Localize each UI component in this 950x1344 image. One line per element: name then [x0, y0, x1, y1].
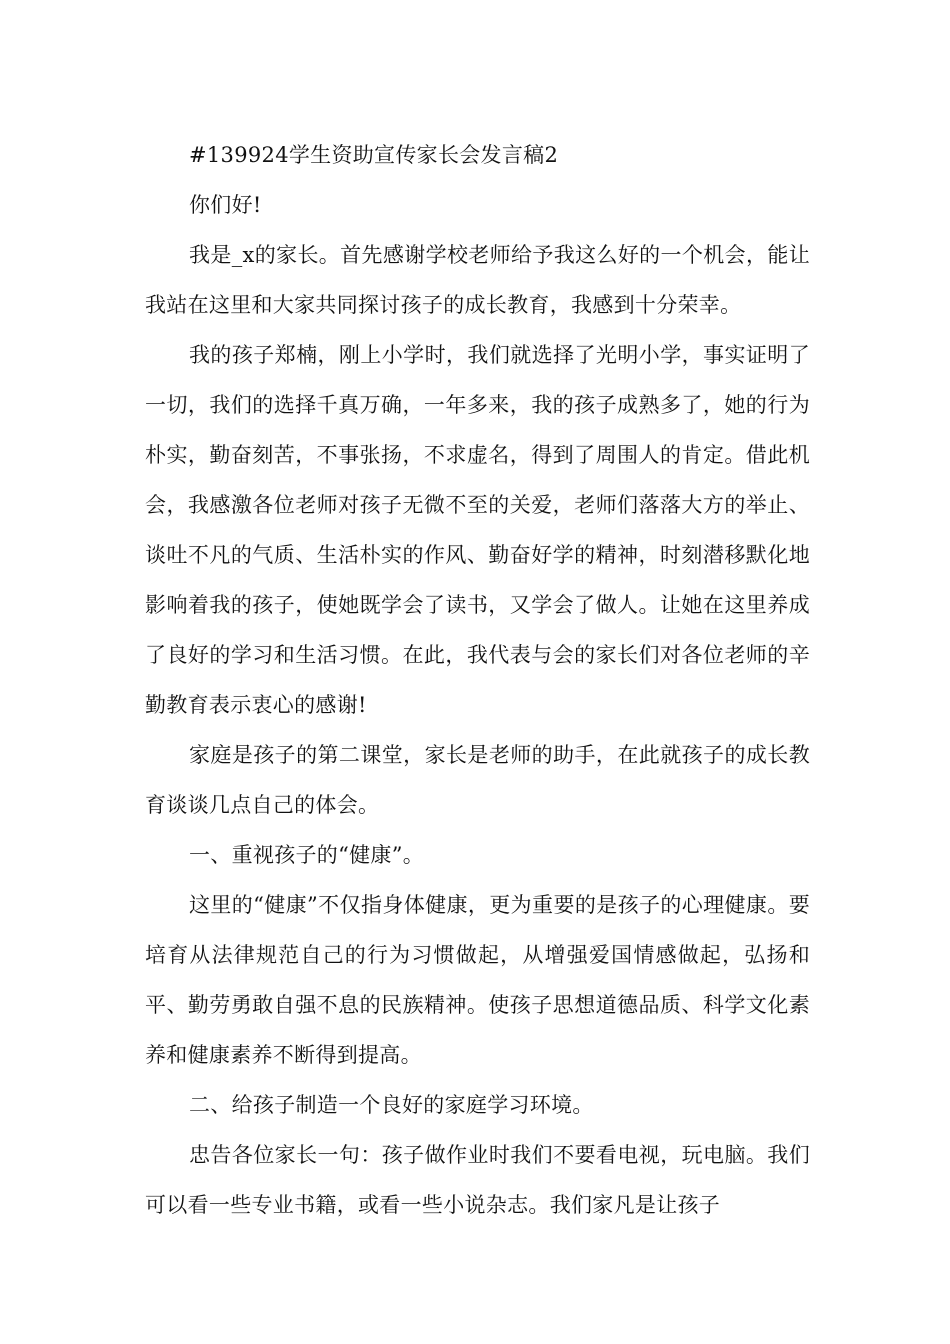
environment-paragraph: 忠告各位家长一句：孩子做作业时我们不要看电视，玩电脑。我们可以看一些专业书籍，或看一些小说杂志。我们家凡是让孩子 [145, 1143, 810, 1217]
family-paragraph: 家庭是孩子的第二课堂，家长是老师的助手，在此就孩子的成长教育谈谈几点自己的体会。 [145, 743, 810, 817]
document-title: #139924学生资助宣传家长会发言稿2 [189, 143, 559, 167]
greeting-paragraph: 你们好! [189, 193, 262, 217]
document-body [145, 130, 810, 1230]
child-paragraph: 我的孩子郑楠，刚上小学时，我们就选择了光明小学，事实证明了一切，我们的选择千真万确，一年多来，我的孩子成熟多了，她的行为朴实，勤奋刻苦，不事张扬，不求虚名，得到了周围人的肯定。借此机会，我感激各位老师对孩子无微不至的关爱，老师们落落大方的举止、谈吐不凡的气质、生活朴实的作风、勤奋好学的精神，时刻潜移默化地影响着我的孩子，使她既学会了读书，又学会了做人。让她在这里养成了良好的学习和生活习惯。在此，我代表与会的家长们对各位老师的辛勤教育表示衷心的感谢! [145, 343, 810, 717]
intro-paragraph: 我是_x的家长。首先感谢学校老师给予我这么好的一个机会，能让我站在这里和大家共同探讨孩子的成长教育，我感到十分荣幸。 [145, 243, 810, 317]
section-heading-health: 一、重视孩子的“健康”。 [189, 843, 425, 867]
section-heading-environment: 二、给孩子制造一个良好的家庭学习环境。 [189, 1093, 594, 1117]
health-paragraph: 这里的“健康”不仅指身体健康，更为重要的是孩子的心理健康。要培育从法律规范自己的行为习惯做起，从增强爱国情感做起，弘扬和平、勤劳勇敢自强不息的民族精神。使孩子思想道德品质、科学文化素养和健康素养不断得到提高。 [145, 893, 810, 1067]
